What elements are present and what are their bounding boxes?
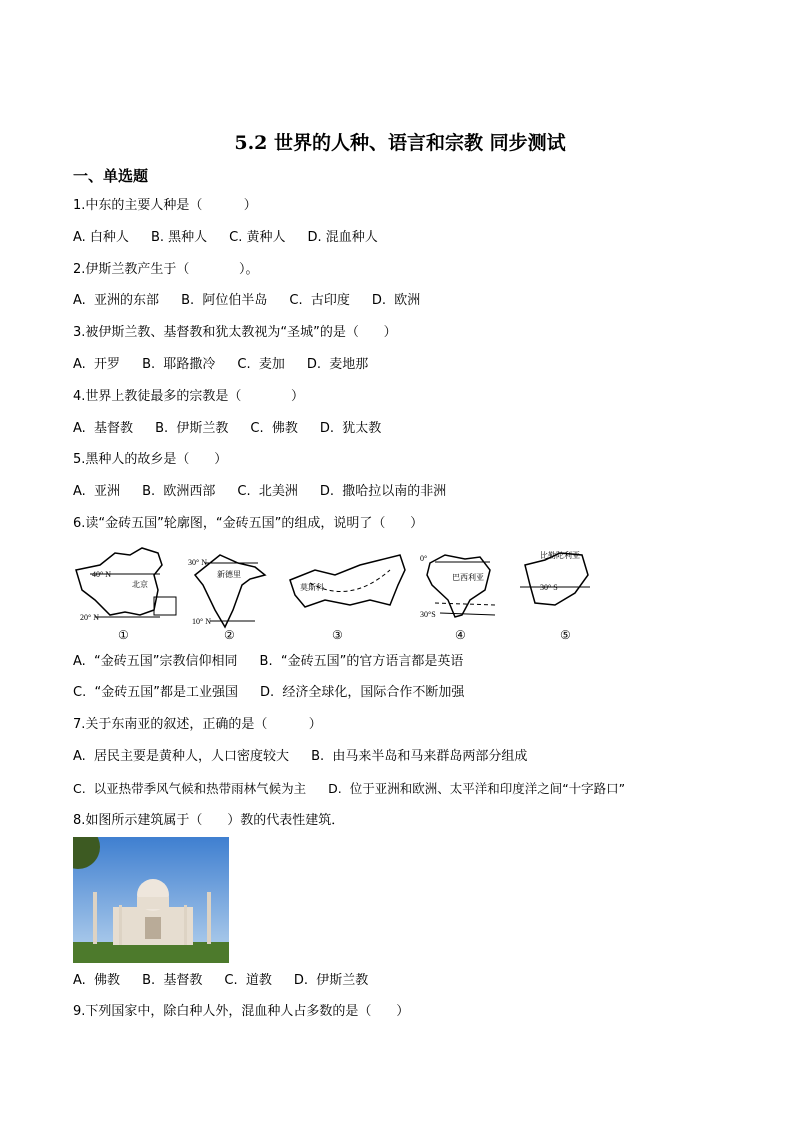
map-number-1: ① [118, 628, 129, 642]
question-2-options [73, 293, 442, 309]
map-russia [290, 555, 405, 607]
option-b: B. 耶路撒冷 [142, 357, 216, 372]
china-capital: 北京 [132, 580, 148, 589]
option-a: A. 开罗 [73, 357, 121, 372]
option-c: C. “金砖五国”都是工业强国 [73, 685, 238, 700]
question-7-options-row2 [73, 781, 625, 797]
question-7-options-row1 [73, 749, 549, 765]
option-c: C. 以亚热带季风气候和热带雨林气候为主 [73, 781, 307, 796]
question-5-options [73, 484, 468, 500]
china-lat-20: 20° N [80, 613, 99, 622]
taj-mahal-photo [73, 837, 229, 963]
option-d: D. 位于亚洲和欧洲、太平洋和印度洋之间“十字路口” [328, 781, 626, 796]
question-1-stem: 1.中东的主要人种是（ ） [73, 198, 257, 213]
option-a: A. 居民主要是黄种人，人口密度较大 [73, 749, 290, 764]
option-c: C. 麦加 [237, 357, 285, 372]
option-c: C. 佛教 [250, 421, 298, 436]
india-lat-10: 10° N [192, 617, 211, 626]
india-capital: 新德里 [217, 570, 241, 579]
question-6-options-row2 [73, 685, 486, 701]
option-c: C. 北美洲 [237, 484, 298, 499]
safrica-capital: 比勒陀利亚 [540, 551, 580, 560]
question-7-stem: 7.关于东南亚的叙述，正确的是（ ） [73, 717, 322, 732]
question-6-options-row1 [73, 654, 485, 670]
india-lat-30: 30° N [188, 558, 207, 567]
map-number-4: ④ [455, 628, 466, 642]
question-8-stem: 8.如图所示建筑属于（ ）教的代表性建筑． [73, 813, 345, 828]
option-a: A. 亚洲 [73, 484, 121, 499]
brazil-lat-30s: 30°S [420, 610, 436, 619]
brazil-lat-0: 0° [420, 554, 428, 563]
page-title: 5.2 世界的人种、语言和宗教 同步测试 [234, 132, 566, 154]
option-b: B. 伊斯兰教 [155, 421, 229, 436]
option-d: D. 经济全球化，国际合作不断加强 [259, 685, 465, 700]
brazil-capital: 巴西利亚 [452, 573, 484, 582]
question-9-stem: 9.下列国家中，除白种人外，混血种人占多数的是（ ） [73, 1004, 410, 1019]
option-b: B. “金砖五国”的官方语言都是英语 [259, 654, 464, 669]
question-5-stem: 5.黑种人的故乡是（ ） [73, 452, 228, 467]
option-a: A. 佛教 [73, 973, 121, 988]
option-c: C. 古印度 [289, 293, 350, 308]
option-a: A. 白种人 [73, 230, 129, 245]
option-d: D. 撒哈拉以南的非洲 [319, 484, 447, 499]
map-south-africa [520, 553, 590, 605]
option-a: A. 亚洲的东部 [73, 293, 160, 308]
option-d: D. 麦地那 [306, 357, 369, 372]
china-lat-40: 40° N [92, 570, 111, 579]
russia-capital: 莫斯科 [300, 583, 324, 592]
question-4-stem: 4.世界上教徒最多的宗教是（ ） [73, 389, 304, 404]
map-number-2: ② [224, 628, 235, 642]
option-a: A. “金砖五国”宗教信仰相同 [73, 654, 238, 669]
map-number-5: ⑤ [560, 628, 571, 642]
map-brazil [427, 555, 495, 617]
option-a: A. 基督教 [73, 421, 134, 436]
option-c: C. 黄种人 [229, 230, 286, 245]
map-number-3: ③ [332, 628, 343, 642]
option-d: D. 混血种人 [307, 230, 378, 245]
question-6-stem: 6.读“金砖五国”轮廓图，“金砖五国”的组成，说明了（ ） [73, 516, 424, 531]
question-1-options [73, 230, 400, 246]
option-c: C. 道教 [224, 973, 272, 988]
safrica-lat-30s: 30° S [540, 583, 558, 592]
question-4-options [73, 421, 403, 437]
option-b: B. 欧洲西部 [142, 484, 216, 499]
option-d: D. 欧洲 [371, 293, 421, 308]
option-d: D. 伊斯兰教 [293, 973, 369, 988]
brics-outline-maps [70, 545, 600, 645]
option-b: B. 黑种人 [150, 230, 208, 245]
option-d: D. 犹太教 [319, 421, 382, 436]
option-b: B. 由马来半岛和马来群岛两部分组成 [311, 749, 528, 764]
section-heading: 一、单选题 [73, 167, 149, 185]
question-3-options [73, 357, 390, 373]
question-2-stem: 2.伊斯兰教产生于（ ）。 [73, 262, 259, 277]
option-b: B. 基督教 [142, 973, 203, 988]
question-3-stem: 3.被伊斯兰教、基督教和犹太教视为“圣城”的是（ ） [73, 325, 397, 340]
map-china [76, 548, 176, 617]
question-8-options [73, 973, 390, 989]
option-b: B. 阿位伯半岛 [181, 293, 268, 308]
